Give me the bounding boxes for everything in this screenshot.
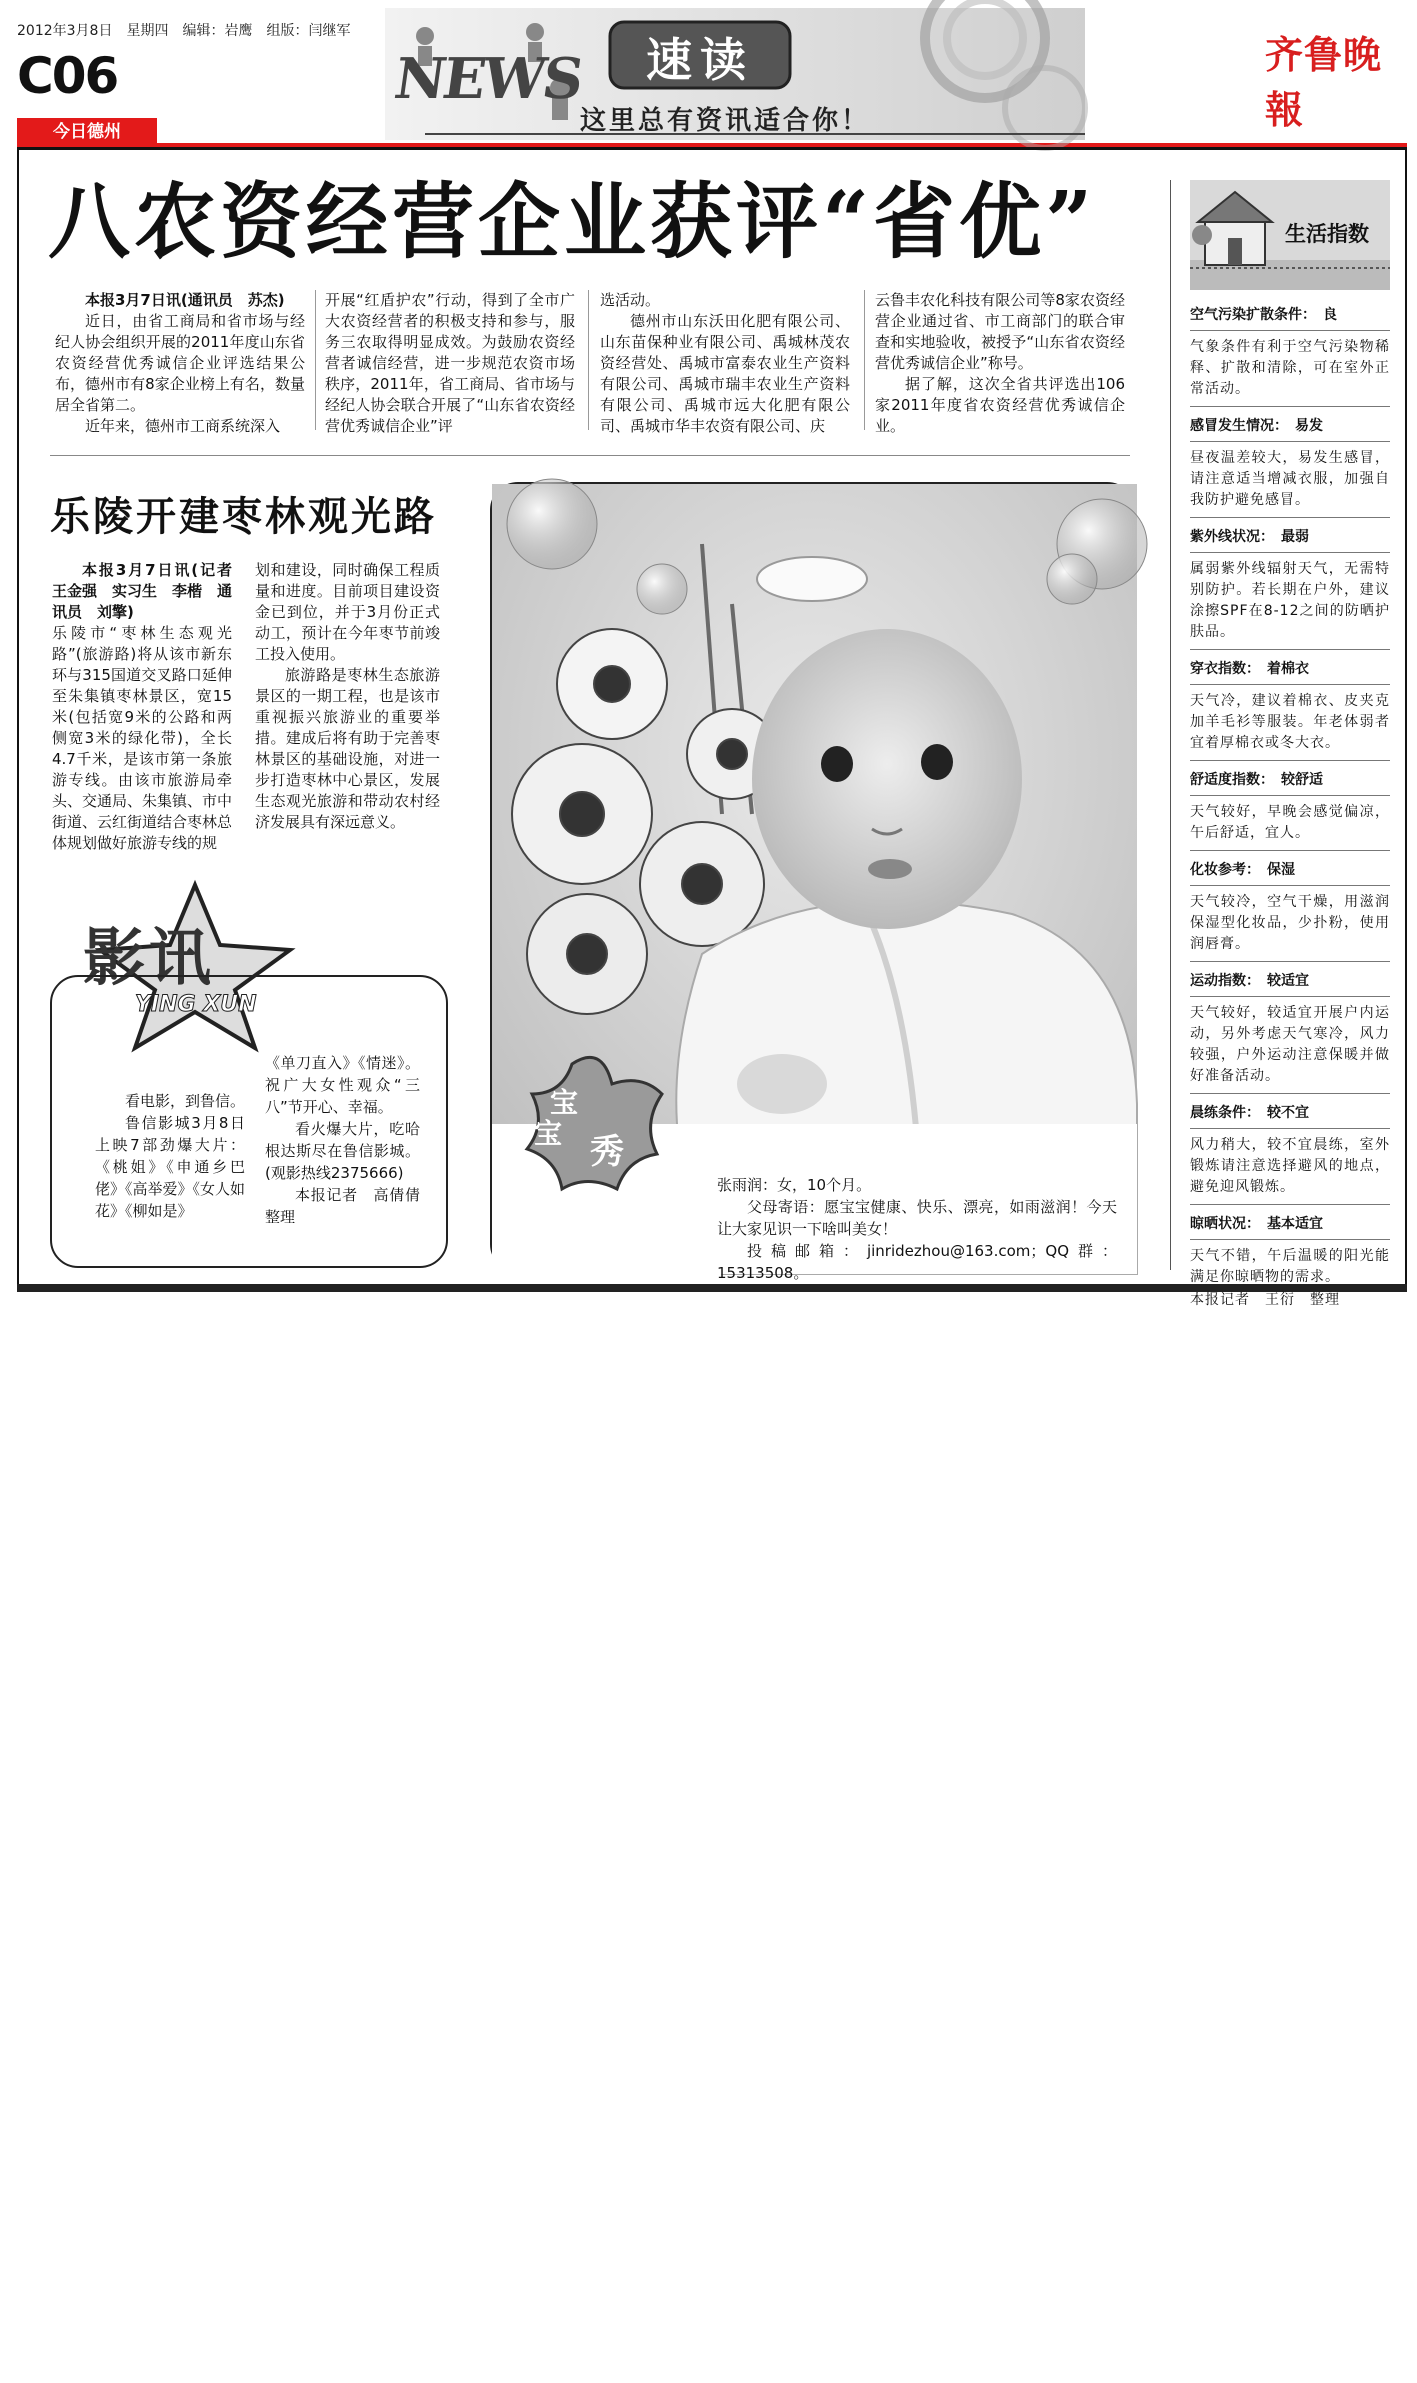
baby-caption-wish: 父母寄语：愿宝宝健康、快乐、漂亮，如雨滋润！今天让大家见识一下啥叫美女！ [717, 1198, 1117, 1238]
baby-badge-char: 宝 [550, 1086, 579, 1119]
index-label: 化妆参考： 保湿 [1190, 862, 1295, 878]
index-text: 属弱紫外线辐射天气，无需特别防护。若长期在户外，建议涂擦SPF在8-12之间的防晒护肤品。 [1190, 561, 1390, 640]
index-rule [1190, 1239, 1390, 1240]
section-tab: 今日德州 [17, 118, 157, 146]
lead-paragraph: 据了解，这次全省共评选出106家2011年度省农资经营优秀诚信企业。 [875, 375, 1125, 435]
life-index-header [1190, 180, 1390, 290]
list-item [1190, 658, 1390, 761]
baby-badge-char: 秀 [590, 1132, 624, 1172]
index-text: 气象条件有利于空气污染物稀释、扩散和清除，可在室外正常活动。 [1190, 339, 1390, 397]
index-rule [1190, 996, 1390, 997]
index-text: 天气不错，午后温暖的阳光能满足你晾晒物的需求。 [1190, 1248, 1390, 1285]
index-label: 空气污染扩散条件： 良 [1190, 307, 1337, 323]
list-item [1190, 1213, 1390, 1288]
list-item [1190, 1102, 1390, 1205]
lead-paragraph: 近日，由省工商局和省市场与经纪人协会组织开展的2011年度山东省农资经营优秀诚信企业评选结果公布，德州市有8家企业榜上有名，数量居全省第二。 [55, 312, 305, 414]
baby-photo-image [492, 484, 1137, 1274]
list-item [1190, 769, 1390, 851]
index-rule [1190, 552, 1390, 553]
list-item [1190, 415, 1390, 518]
lead-paragraph: 近年来，德州市工商系统深入 [85, 417, 281, 435]
index-rule [1190, 795, 1390, 796]
index-text: 天气较好，较适宜开展户内运动，另外考虑天气寒冷，风力较强，户外运动注意保暖并做好准备活动。 [1190, 1005, 1390, 1084]
index-text: 昼夜温差较大，易发生感冒，请注意适当增减衣服，加强自我防护避免感冒。 [1190, 450, 1390, 508]
movie-credit: 本报记者 高倩倩 整理 [265, 1186, 436, 1226]
baby-badge-char: 宝 [534, 1117, 563, 1150]
list-item [1190, 526, 1390, 650]
sidebar-credit: 本报记者 王衍 整理 [1190, 1292, 1340, 1308]
index-rule [1190, 961, 1390, 962]
index-label: 晨练条件： 较不宜 [1190, 1105, 1309, 1121]
index-rule [1190, 850, 1390, 851]
story2-column-2 [255, 560, 440, 833]
banner-title: 速读 [646, 33, 754, 87]
index-rule [1190, 1128, 1390, 1129]
movie-paragraph: 看电影，到鲁信。 [125, 1092, 246, 1110]
lead-column-2 [325, 290, 575, 437]
movie-column-2 [265, 1052, 436, 1228]
movie-logo-pinyin: YING XUN [135, 992, 257, 1017]
index-rule [1190, 441, 1390, 442]
movie-paragraph: 看火爆大片，吃哈根达斯尽在鲁信影城。(观影热线2375666) [265, 1120, 420, 1182]
lead-headline: 八农资经营企业获评“省优” [48, 174, 1097, 270]
dateline: 2012年3月8日 星期四 编辑：岩鹰 组版：闫继军 [17, 23, 351, 39]
lead-column-3 [600, 290, 850, 437]
story2-headline: 乐陵开建枣林观光路 [50, 494, 437, 540]
movie-paragraph: 《单刀直入》《情迷》。祝广大女性观众“三八”节开心、幸福。 [265, 1054, 420, 1116]
story2-paragraph: 旅游路是枣林生态旅游景区的一期工程，也是该市重视振兴旅游业的重要举措。建成后将有助于完善枣林景区的基础设施，对进一步打造枣林中心景区，发展生态观光旅游和带动农村经济发展具有深远意义。 [255, 666, 440, 831]
index-rule [1190, 649, 1390, 650]
banner-news-word: NEWS [390, 46, 585, 112]
index-text: 天气冷，建议着棉衣、皮夹克加羊毛衫等服装。年老体弱者宜着厚棉衣或冬大衣。 [1190, 693, 1390, 751]
lead-paragraph: 德州市山东沃田化肥有限公司、山东苗保种业有限公司、禹城林茂农资经营处、禹城市富泰农业生产资料有限公司、禹城市瑞丰农业生产资料有限公司、禹城市远大化肥有限公司、禹城市华丰农资有限公司、庆 [600, 312, 850, 435]
lead-paragraph: 开展“红盾护农”行动，得到了全市广大农资经营者的积极支持和参与，服务三农取得明显成效。为鼓励农资经营者诚信经营，进一步规范农资市场秩序，2011年，省工商局、省市场与经纪人协会联合开展了“山东省农资经营优秀诚信企业”评 [325, 291, 575, 435]
index-rule [1190, 885, 1390, 886]
lead-byline: 本报3月7日讯(通讯员 苏杰) [85, 291, 285, 309]
index-text: 天气较冷，空气干燥，用滋润保湿型化妆品，少扑粉，使用润唇膏。 [1190, 894, 1390, 952]
column-divider [315, 290, 316, 430]
list-item [1190, 970, 1390, 1094]
list-item [1190, 859, 1390, 962]
index-rule [1190, 760, 1390, 761]
index-label: 穿衣指数： 着棉衣 [1190, 661, 1309, 677]
story2-paragraph: 乐陵市“枣林生态观光路”(旅游路)将从该市新东环与315国道交叉路口延伸至朱集镇枣林景区，宽15米(包括宽9米的公路和两侧宽3米的绿化带)，全长4.7千米，是该市第一条旅游专线。由该市旅游局牵头、交通局、朱集镇、市中街道、云红街道结合枣林总体规划做好旅游专线的规 [52, 624, 233, 852]
index-label: 紫外线状况： 最弱 [1190, 529, 1309, 545]
index-rule [1190, 684, 1390, 685]
story2-byline: 本报3月7日讯(记者 王金强 实习生 李楷 通讯员 刘擎) [52, 561, 248, 621]
index-text: 天气较好，早晚会感觉偏凉，午后舒适，宜人。 [1190, 804, 1390, 841]
story2-column-1 [52, 560, 248, 854]
baby-photo [490, 482, 1135, 1282]
lead-paragraph: 云鲁丰农化科技有限公司等8家农资经营企业通过省、市工商部门的联合审查和实地验收，被授予“山东省农资经营优秀诚信企业”称号。 [875, 291, 1125, 372]
page-number: C06 [17, 47, 118, 105]
index-rule [1190, 406, 1390, 407]
index-text: 风力稍大，较不宜晨练，室外锻炼请注意选择避风的地点，避免迎风锻炼。 [1190, 1137, 1390, 1195]
lead-paragraph: 选活动。 [600, 291, 661, 309]
index-label: 运动指数： 较适宜 [1190, 973, 1309, 989]
movie-paragraph: 鲁信影城3月8日上映7部劲爆大片：《桃姐》《申通乡巴佬》《高举爱》《女人如花》《柳如是》 [95, 1114, 246, 1220]
banner-slogan: 这里总有资讯适合你！ [580, 106, 871, 136]
list-item [1190, 304, 1390, 407]
news-banner [385, 8, 1085, 140]
life-index-sidebar [1190, 180, 1390, 1311]
index-rule [1190, 517, 1390, 518]
sidebar-divider [1170, 180, 1171, 1270]
column-divider [864, 290, 865, 430]
story-divider [50, 455, 1130, 456]
movie-logo-text: 影讯 [83, 921, 216, 994]
baby-caption-contact: 投稿邮箱：jinridezhou@163.com；QQ群：15313508。 [717, 1242, 1117, 1282]
lead-column-1 [55, 290, 305, 437]
index-rule [1190, 1204, 1390, 1205]
column-divider [588, 290, 589, 430]
baby-caption-name: 张雨润：女，10个月。 [717, 1176, 872, 1194]
story2-paragraph: 划和建设，同时确保工程质量和进度。目前项目建设资金已到位，并于3月份正式动工，预计在今年枣节前竣工投入使用。 [255, 561, 440, 663]
index-label: 感冒发生情况： 易发 [1190, 418, 1323, 434]
index-rule [1190, 1093, 1390, 1094]
lead-column-4 [875, 290, 1125, 437]
baby-caption [717, 1174, 1117, 1284]
life-index-title: 生活指数 [1285, 222, 1369, 246]
movie-column-1 [95, 1090, 245, 1222]
life-index-list [1190, 304, 1390, 1311]
index-rule [1190, 330, 1390, 331]
index-label: 晾晒状况： 基本适宜 [1190, 1216, 1323, 1232]
newspaper-brand: 齐鲁晚報 [1265, 32, 1383, 132]
index-label: 舒适度指数： 较舒适 [1190, 772, 1323, 788]
